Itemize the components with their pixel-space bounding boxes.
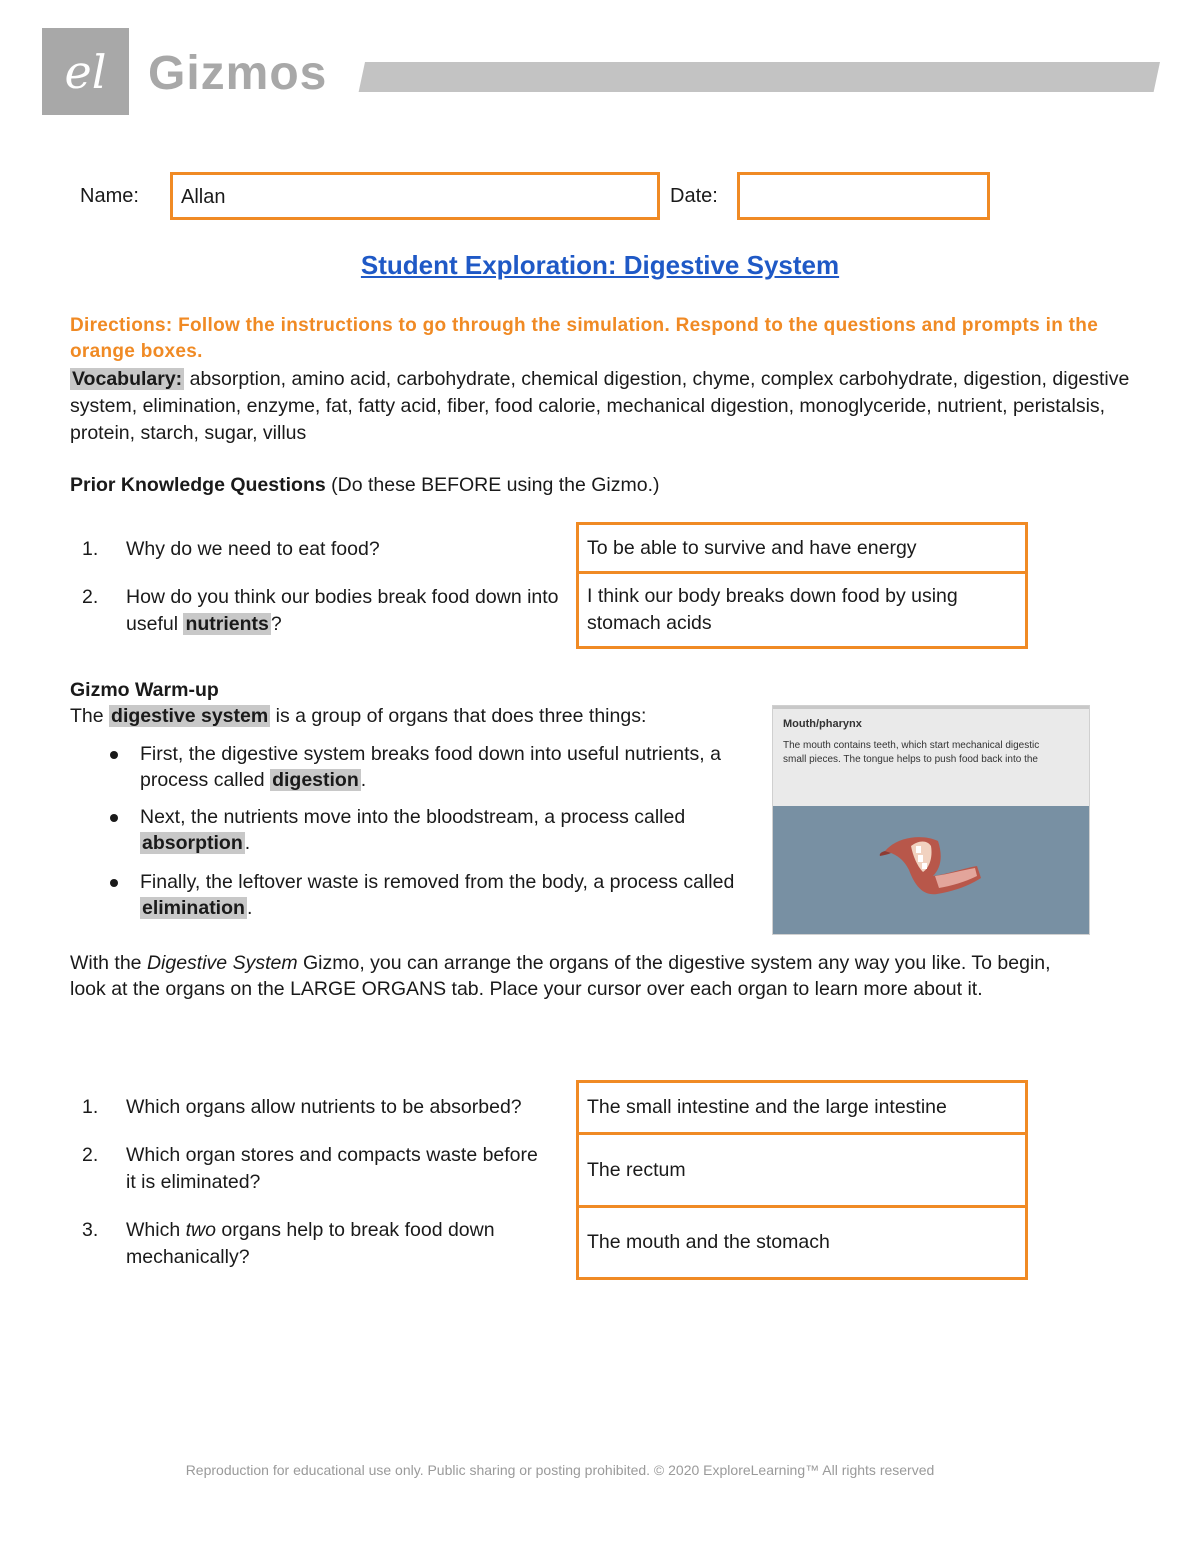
term-digestion: digestion: [272, 769, 359, 791]
mouth-illustration: [773, 806, 1090, 935]
wu-q3-italic: two: [185, 1219, 216, 1241]
wu-answer-3[interactable]: The mouth and the stomach: [587, 1231, 830, 1253]
warmup-intro-before: The: [70, 705, 110, 727]
wu-q3-text: [126, 1217, 546, 1271]
wu-q2-number: 2.: [82, 1144, 99, 1166]
warmup-intro: [70, 703, 760, 729]
pk-q2-text-before: How do you think our bodies break food down into useful: [126, 586, 559, 635]
warmup-paragraph-before: With the: [70, 952, 147, 974]
bullet-1: [140, 741, 740, 793]
directions: Directions: Follow the instructions to go through the simulation. Respond to the questions and prompts in the orange boxes.: [70, 315, 1099, 362]
screenshot-line-2: small pieces. The tongue helps to push food back into the: [783, 754, 1038, 765]
wu-q2-text: Which organ stores and compacts waste before it is eliminated?: [126, 1144, 538, 1193]
warmup-paragraph: [70, 950, 1080, 1002]
screenshot-heading: Mouth/pharynx: [783, 718, 862, 730]
pk-q1-text: Why do we need to eat food?: [126, 538, 380, 560]
pk-answer-2[interactable]: I think our body breaks down food by using stomach acids: [587, 585, 958, 634]
warmup-paragraph-after: Gizmo, you can arrange the organs of the digestive system any way you like. To begin, look at the organs on the LARGE ORGANS tab. Place your cursor over each organ to learn more about it.: [70, 952, 1051, 1000]
logo-mark: el: [64, 44, 107, 99]
bullet-2-dot: [110, 814, 118, 822]
wu-answer-1[interactable]: The small intestine and the large intestine: [579, 1083, 1025, 1135]
pk-q2-text: [126, 584, 576, 638]
gizmo-screenshot: [772, 705, 1090, 935]
date-label: Date:: [670, 185, 718, 207]
term-elimination: elimination: [142, 897, 245, 919]
wu-q1-number: 1.: [82, 1096, 99, 1118]
bullet-3-dot: [110, 879, 118, 887]
screenshot-text: [783, 739, 1090, 767]
bullet-1-after: .: [360, 769, 367, 791]
screenshot-view: [773, 806, 1090, 935]
term-nutrients: nutrients: [185, 613, 269, 635]
warmup-intro-after: is a group of organs that does three things:: [270, 705, 647, 727]
pk-q2-text-after: ?: [270, 613, 282, 635]
brand-name: Gizmos: [148, 47, 328, 100]
wu-q3-number: 3.: [82, 1219, 99, 1241]
vocabulary: [70, 366, 1140, 447]
term-absorption: absorption: [142, 832, 243, 854]
bullet-2: [140, 804, 740, 856]
page-title: Student Exploration: Digestive System: [360, 250, 840, 280]
footer: Reproduction for educational use only. Public sharing or posting prohibited. © 2020 ExploreLearning™ All rights reserved: [185, 1462, 935, 1478]
logo: [42, 28, 129, 115]
vocabulary-terms: absorption, amino acid, carbohydrate, chemical digestion, chyme, complex carbohydrate, digestion, digestive system, elimination, enzyme, fat, fatty acid, fiber, food calorie, mechanical digestion, monoglyceride, nutrient, peristalsis, protein, starch, sugar, villus: [70, 368, 1130, 444]
gizmo-name: Digestive System: [146, 952, 298, 974]
pk-answer-1[interactable]: To be able to survive and have energy: [579, 525, 1025, 574]
bullet-1-dot: [110, 751, 118, 759]
wu-q1-text: Which organs allow nutrients to be absorbed?: [126, 1096, 522, 1118]
name-field[interactable]: Allan: [170, 172, 660, 220]
wu-answer-2[interactable]: The rectum: [579, 1135, 1025, 1208]
bullet-1-before: First, the digestive system breaks food down into useful nutrients, a process called: [140, 743, 721, 791]
warmup-answers: [576, 1080, 1028, 1280]
pk-q1-number: 1.: [82, 538, 99, 560]
prior-knowledge-answers: [576, 522, 1028, 649]
wu-q3-text-after: organs help to break food down mechanically?: [126, 1219, 495, 1268]
screenshot-line-1: The mouth contains teeth, which start mechanical digestic: [783, 740, 1040, 751]
pk-q2-number: 2.: [82, 586, 99, 608]
bullet-2-after: .: [244, 832, 251, 854]
bullet-2-before: Next, the nutrients move into the bloodstream, a process called: [140, 806, 686, 828]
prior-knowledge-title: Prior Knowledge Questions: [70, 474, 326, 496]
name-label: Name:: [80, 185, 139, 207]
bullet-3-before: Finally, the leftover waste is removed from the body, a process called: [140, 871, 735, 893]
warmup-heading: Gizmo Warm-up: [70, 679, 219, 701]
screenshot-info-panel: [773, 706, 1090, 806]
date-field[interactable]: [737, 172, 990, 220]
header-bar: [359, 62, 1160, 92]
wu-q3-text-before: Which: [126, 1219, 186, 1241]
bullet-3: [140, 869, 745, 921]
term-digestive-system: digestive system: [111, 705, 269, 727]
prior-knowledge-heading: [70, 472, 660, 498]
vocabulary-label: Vocabulary:: [72, 368, 183, 390]
bullet-3-after: .: [246, 897, 253, 919]
prior-knowledge-note: (Do these BEFORE using the Gizmo.): [325, 474, 660, 496]
